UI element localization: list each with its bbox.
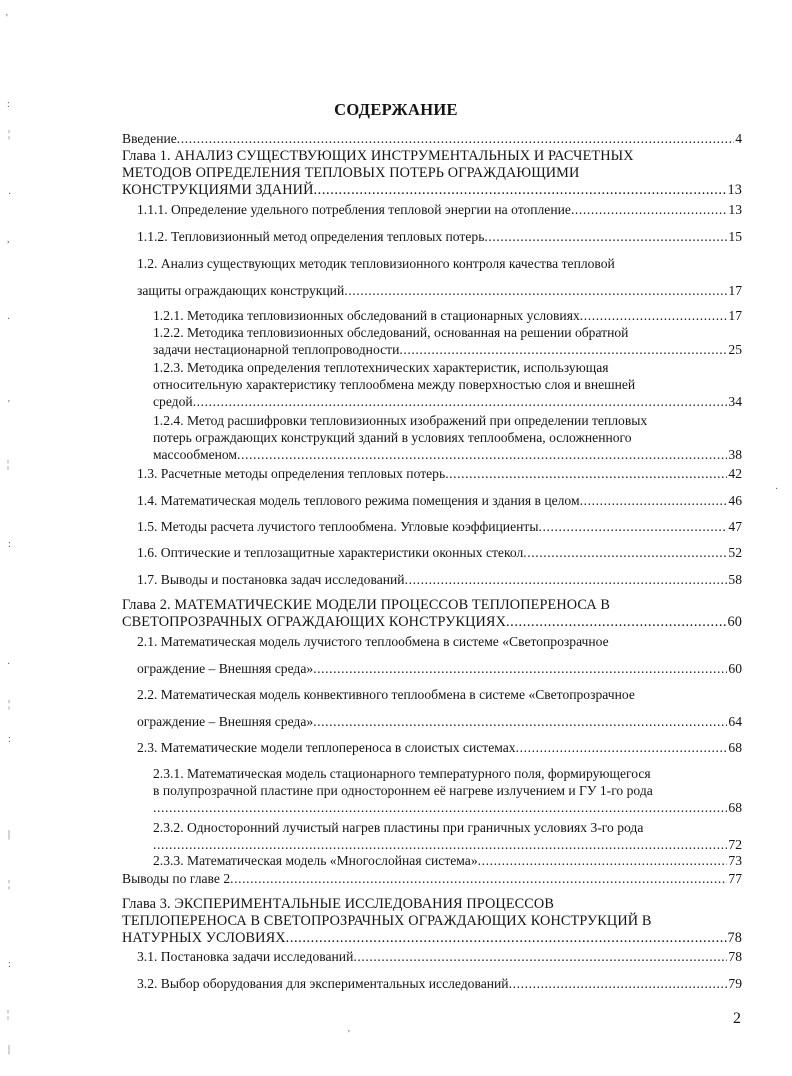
- toc-entry-2-3[interactable]: [137, 739, 742, 756]
- toc-page-number: 38: [728, 447, 742, 462]
- toc-entry-text: защиты ограждающих конструкций: [137, 283, 345, 298]
- toc-entry-text: 3.1. Постановка задачи исследований: [137, 949, 354, 964]
- toc-entry-text: Выводы по главе 2: [122, 871, 231, 886]
- toc-entry-text: средой: [153, 394, 193, 409]
- toc-page-number: 68: [728, 740, 742, 755]
- toc-entry-text: 3.2. Выбор оборудования для экспериментальных исследований: [137, 976, 509, 991]
- toc-entry-line: 2.3.2. Односторонний лучистый нагрев пластины при граничных условиях 3-го рода: [153, 820, 644, 835]
- toc-entry-line: 1.2.4. Метод расшифровки тепловизионных изображений при определении тепловых: [153, 413, 648, 428]
- toc-entry-line: потерь ограждающих конструкций зданий в условиях теплообмена, осложненного: [153, 430, 632, 445]
- toc-page-number: 25: [728, 342, 742, 357]
- toc-entry-1-6[interactable]: [137, 544, 742, 561]
- toc-page-number: 15: [728, 229, 742, 244]
- toc-entry-3-1[interactable]: [137, 948, 742, 965]
- toc-page-number: 34: [728, 394, 742, 409]
- toc-page-number: 72: [728, 837, 742, 852]
- toc-entry-line: 1.2. Анализ существующих методик тепловизионного контроля качества тепловой: [137, 256, 615, 271]
- toc-page-number: 17: [728, 283, 742, 298]
- toc-entry-chapter-2-conclusions[interactable]: [122, 870, 742, 887]
- toc-entry-text: 2.3.3. Математическая модель «Многослойная система»: [153, 853, 478, 868]
- toc-entry-text: 1.2.1. Методика тепловизионных обследований в стационарных условиях: [153, 308, 580, 323]
- toc-entry-text: НАТУРНЫХ УСЛОВИЯХ: [122, 930, 286, 946]
- toc-entry-text: КОНСТРУКЦИЯМИ ЗДАНИЙ: [122, 182, 314, 198]
- toc-entry-introduction[interactable]: [122, 130, 742, 147]
- toc-page-number: 60: [728, 661, 742, 676]
- toc-page-number: 4: [735, 131, 742, 146]
- toc-entry-line: относительную характеристику теплообмена между поверхностью слоя и внешней: [153, 377, 636, 392]
- toc-entry-1-1-2[interactable]: [137, 228, 742, 245]
- toc-entry-text: 1.1.1. Определение удельного потребления тепловой энергии на отопление: [137, 202, 571, 217]
- toc-entry-line: 1.2.3. Методика определения теплотехнических характеристик, использующая: [153, 360, 609, 375]
- toc-entry-text: 1.7. Выводы и постановка задач исследований: [137, 572, 405, 587]
- toc-entry-text: 1.4. Математическая модель теплового режима помещения и здания в целом: [137, 493, 580, 508]
- page-number: 2: [733, 1010, 741, 1027]
- toc-page-number: 46: [728, 493, 742, 508]
- toc-entry-1-2-1[interactable]: [153, 307, 742, 324]
- toc-page-number: 73: [728, 853, 742, 868]
- toc-entry-line: 2.3.1. Математическая модель стационарного температурного поля, формирующегося: [153, 766, 651, 781]
- toc-page-number: 78: [727, 930, 742, 946]
- toc-page-number: 47: [728, 519, 742, 534]
- toc-entry-text: задачи нестационарной теплопроводности: [153, 342, 400, 357]
- toc-page-number: 17: [728, 308, 742, 323]
- toc-entry-1-2-2[interactable]: [153, 324, 742, 358]
- toc-entry-1-1-1[interactable]: [137, 201, 742, 218]
- toc-entry-2-3-3[interactable]: [153, 852, 742, 869]
- toc-entry-line: Глава 1. АНАЛИЗ СУЩЕСТВУЮЩИХ ИНСТРУМЕНТАЛЬНЫХ И РАСЧЕТНЫХ: [122, 148, 634, 164]
- toc-entry-text: ограждение – Внешняя среда»: [137, 661, 314, 676]
- toc-entry-line: 2.1. Математическая модель лучистого теплообмена в системе «Светопрозрачное: [137, 634, 609, 649]
- toc-entry-line: Глава 3. ЭКСПЕРИМЕНТАЛЬНЫЕ ИССЛЕДОВАНИЯ ПРОЦЕССОВ: [122, 896, 554, 912]
- toc-entry-chapter-1[interactable]: [122, 148, 742, 199]
- toc-entry-line: ТЕПЛОПЕРЕНОСА В СВЕТОПРОЗРАЧНЫХ ОГРАЖДАЮЩИХ КОНСТРУКЦИЙ В: [122, 913, 652, 929]
- toc-page-number: 77: [728, 871, 742, 886]
- toc-entry-text: 1.1.2. Тепловизионный метод определения тепловых потерь: [137, 229, 485, 244]
- toc-entry-text: массообменом: [153, 447, 238, 462]
- toc-entry-line: 2.2. Математическая модель конвективного теплообмена в системе «Светопрозрачное: [137, 687, 635, 702]
- toc-entry-3-2[interactable]: [137, 975, 742, 992]
- toc-page-number: 64: [728, 714, 742, 729]
- document-page: СОДЕРЖАНИЕ Введение ..... 4 Глава 1. АНАЛИЗ СУЩЕСТВУЮЩИХ ИНСТРУМЕНТАЛЬНЫХ И РАСЧЕТНЫХ МЕТОДОВ ОПРЕДЕЛЕНИЯ ТЕПЛОВЫХ ПОТЕРЬ ОГРАЖДАЮЩИМИ КОНСТРУКЦИЯМИ ЗДАНИЙ ..... 13 1.1.1. Определение удельного потребления тепловой энергии на отопление ..... 13 1.1.2. Тепловизионный метод определения тепловых потерь ..... 15 1.2. Анализ существующих методик тепловизионного контроля качества тепловой защиты ограждающих конструкций ..... 17 1.2.1. Методика тепловизионных обследований в стационарных условиях ..... 17 1.2.2. Методика тепловизионных обследований, основанная на решении обратной задачи нестационарной теплопроводности ..... 25 1.2.3. Методика определения теплотехнических характеристик, использующая относительную характеристику теплообмена между поверхностью слоя и внешней средой ..... 34 1.2.4. Метод расшифровки тепловизионных изображений при определении тепловых потерь ограждающих конструкций зданий в условиях теплообмена, осложненного массообменом ..... 38 1.3. Расчетные методы определения тепловых потерь ..... 42 1.4. Математическая модель теплового режима помещения и здания в целом ..... 46 1.5. Методы расчета лучистого теплообмена. Угловые коэффициенты ..... 47 1.6. Оптические и теплозащитные характеристики оконных стекол ..... 52 1.7. Выводы и постановка задач исследований ..... 58 Глава 2. МАТЕМАТИЧЕСКИЕ МОДЕЛИ ПРОЦЕССОВ ТЕПЛОПЕРЕНОСА В СВЕТОПРОЗРАЧНЫХ ОГРАЖДАЮЩИХ КОНСТРУКЦИЯХ ..... 60 2.1. Математическая модель лучистого теплообмена в системе «Светопрозрачное ограждение – Внешняя среда» ..... 60 2.2. Математическая модель конвективного теплообмена в системе «Светопрозрачное ограждение – Внешняя среда» ..... 64 2.3. Математические модели теплопереноса в слоистых системах ..... 68 2.3.1. Математическая модель стационарного температурного поля, формирующегося в полупрозрачной пластине при одностороннем её нагреве излучением и ГУ 1-го рода ..... 68 2.3.2. Односторонний лучистый нагрев пластины при граничных условиях 3-го рода ..... 72 2.3.3. Математическая модель «Многослойная система» ..... 73 Выводы по главе 2 ..... 77 Глава 3. ЭКСПЕРИМЕНТАЛЬНЫЕ ИССЛЕДОВАНИЯ ПРОЦЕССОВ ТЕПЛОПЕРЕНОСА В СВЕТОПРОЗРАЧНЫХ ОГРАЖДАЮЩИХ КОНСТРУКЦИЙ В НАТУРНЫХ УСЛОВИЯХ ..... 78 3.1. Постановка задачи исследований ..... 78 3.2. Выбор оборудования для экспериментальных исследований ..... 79 2 ' : ¦ · , · ' ¦ : · ¦ : | ¦ : ¦ | · ': [0, 0, 792, 1076]
- toc-entry-2-1[interactable]: [137, 633, 742, 677]
- toc-entry-1-3[interactable]: [137, 465, 742, 482]
- toc-page-number: 78: [728, 949, 742, 964]
- toc-entry-2-3-1[interactable]: [153, 765, 742, 816]
- toc-entry-text: 1.3. Расчетные методы определения тепловых потерь: [137, 466, 446, 481]
- toc-entry-line: в полупрозрачной пластине при одностороннем её нагреве излучением и ГУ 1-го рода: [153, 783, 653, 798]
- toc-page-number: 42: [728, 466, 742, 481]
- toc-page-number: 68: [728, 800, 742, 815]
- toc-entry-line: 1.2.2. Методика тепловизионных обследований, основанная на решении обратной: [153, 325, 629, 340]
- toc-entry-2-3-2[interactable]: [153, 819, 742, 853]
- toc-page-number: 13: [728, 202, 742, 217]
- page-title: СОДЕРЖАНИЕ: [334, 100, 458, 119]
- toc-entry-1-2-4[interactable]: [153, 412, 742, 463]
- toc-entry-chapter-3[interactable]: [122, 896, 742, 947]
- toc-entry-2-2[interactable]: [137, 686, 742, 730]
- toc-entry-text: 1.6. Оптические и теплозащитные характеристики оконных стекол: [137, 545, 524, 560]
- toc-page-number: 60: [727, 614, 742, 630]
- toc-entry-text: 1.5. Методы расчета лучистого теплообмена. Угловые коэффициенты: [137, 519, 539, 534]
- toc-entry-1-5[interactable]: [137, 518, 742, 535]
- toc-entry-line: Глава 2. МАТЕМАТИЧЕСКИЕ МОДЕЛИ ПРОЦЕССОВ ТЕПЛОПЕРЕНОСА В: [122, 597, 611, 613]
- toc-entry-1-2[interactable]: [137, 255, 742, 299]
- toc-entry-1-4[interactable]: [137, 492, 742, 509]
- toc-entry-chapter-2[interactable]: [122, 597, 742, 631]
- toc-entry-line: МЕТОДОВ ОПРЕДЕЛЕНИЯ ТЕПЛОВЫХ ПОТЕРЬ ОГРАЖДАЮЩИМИ: [122, 165, 580, 181]
- toc-entry-text: Введение: [122, 131, 177, 146]
- toc-page-number: 52: [728, 545, 742, 560]
- toc-entry-1-2-3[interactable]: [153, 359, 742, 410]
- toc-page-number: 13: [727, 182, 742, 198]
- toc-entry-text: 2.3. Математические модели теплопереноса в слоистых системах: [137, 740, 516, 755]
- toc-page-number: 79: [728, 976, 742, 991]
- toc-entry-1-7[interactable]: [137, 571, 742, 588]
- toc-entry-text: ограждение – Внешняя среда»: [137, 714, 314, 729]
- toc-entry-text: СВЕТОПРОЗРАЧНЫХ ОГРАЖДАЮЩИХ КОНСТРУКЦИЯХ: [122, 614, 506, 630]
- toc-page-number: 58: [728, 572, 742, 587]
